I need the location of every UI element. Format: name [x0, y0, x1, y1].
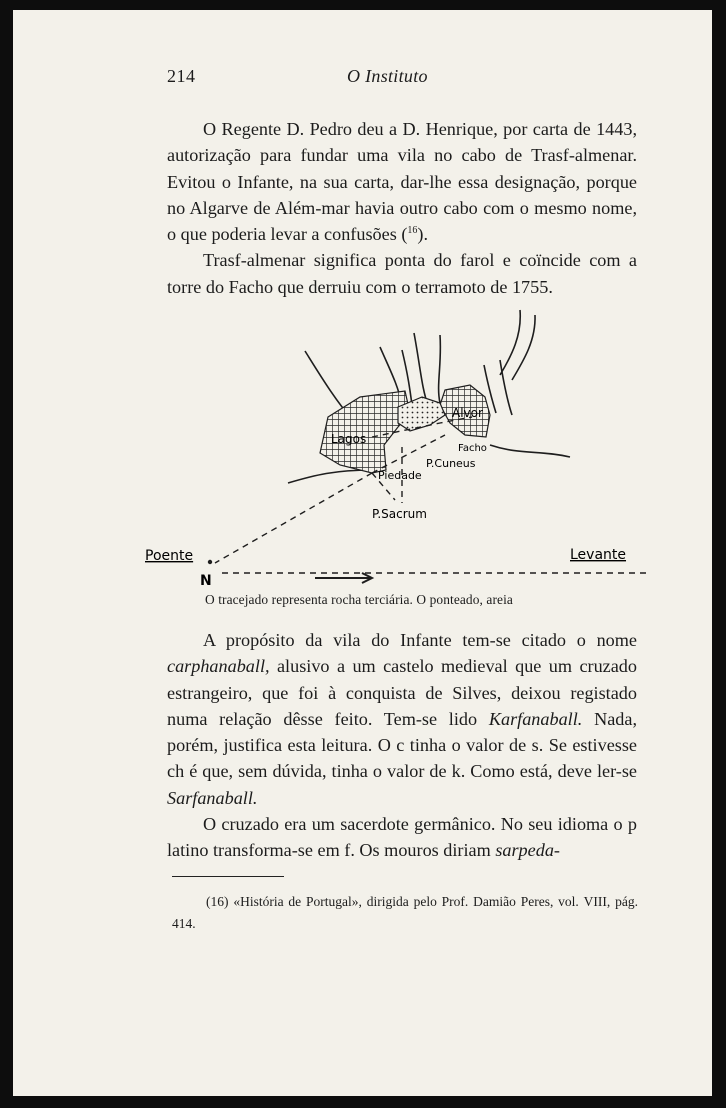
footnote-volume: VIII	[583, 894, 607, 909]
poente-point	[208, 560, 212, 564]
label-levante: Levante	[570, 547, 627, 563]
paragraph-text: A propósito da vila do Infante tem-se citado o nome	[203, 630, 637, 650]
italic-term: carphanaball,	[167, 656, 270, 677]
text-block-bottom	[167, 627, 637, 864]
italic-term: Sarfanaball.	[167, 787, 258, 808]
italic-term: sarpeda-	[495, 840, 560, 861]
footnote	[172, 891, 638, 935]
label-alvor: Alvor	[452, 406, 483, 420]
label-piedade: Piedade	[378, 469, 422, 482]
map-diagram	[140, 305, 670, 590]
footnote-rule	[172, 876, 284, 877]
italic-term: Karfanaball.	[488, 708, 583, 729]
paragraph-cruzado	[167, 811, 637, 864]
footnote-marker: (16)	[206, 894, 229, 909]
label-north: N	[200, 573, 212, 589]
paragraph-text: O Regente D. Pedro deu a D. Henrique, por carta de 1443, autorização para fundar uma vila no cabo de Trasf-almenar. Evitou o Infante, na sua carta, dar-lhe essa designação, porque no Algarve de Além-mar havia outro cabo com o mesmo nome, o que poderia levar a confusões (	[167, 119, 637, 245]
footnote-ref: 16	[407, 225, 418, 237]
paragraph-carphanaball	[167, 627, 637, 811]
page-number: 214	[167, 66, 196, 86]
paragraph-text-end: ).	[417, 224, 428, 245]
label-facho: Facho	[458, 443, 487, 454]
direction-arrow-icon	[315, 573, 372, 583]
label-lagos: Lagos	[331, 432, 367, 446]
page-header	[167, 66, 642, 92]
paragraph-text: O cruzado era um sacerdote germânico. No seu idioma o p latino transforma-se em f. Os mouros diriam	[167, 814, 637, 861]
label-p-cuneus: P.Cuneus	[426, 457, 476, 470]
paragraph-text: alusivo a um castelo medieval que um cruzado estrangeiro, que foi à conquista de Silves, deixou registado numa relação dêsse feito. Tem-se lido	[167, 656, 637, 729]
paragraph-regente	[167, 116, 637, 247]
running-title: O Instituto	[347, 66, 428, 86]
footnote-text-end: , pág. 414.	[172, 894, 638, 931]
label-p-sacrum: P.Sacrum	[372, 507, 427, 521]
footnote-text: «História de Portugal», dirigida pelo Prof. Damião Peres, vol.	[228, 894, 584, 909]
map-caption: O tracejado representa rocha terciária. O ponteado, areia	[205, 592, 513, 607]
paragraph-text: Nada, porém, justifica esta leitura. O c tinha o valor de s. Se estivesse ch é que, sem dúvida, tinha o valor de k. Como está, deve ler-se	[167, 708, 638, 782]
text-block-top	[167, 116, 637, 300]
paragraph-trasf-almenar: Trasf-almenar significa ponta do farol e coïncide com a torre do Facho que derruiu com o terramoto de 1755.	[167, 250, 637, 297]
label-poente: Poente	[145, 548, 194, 564]
